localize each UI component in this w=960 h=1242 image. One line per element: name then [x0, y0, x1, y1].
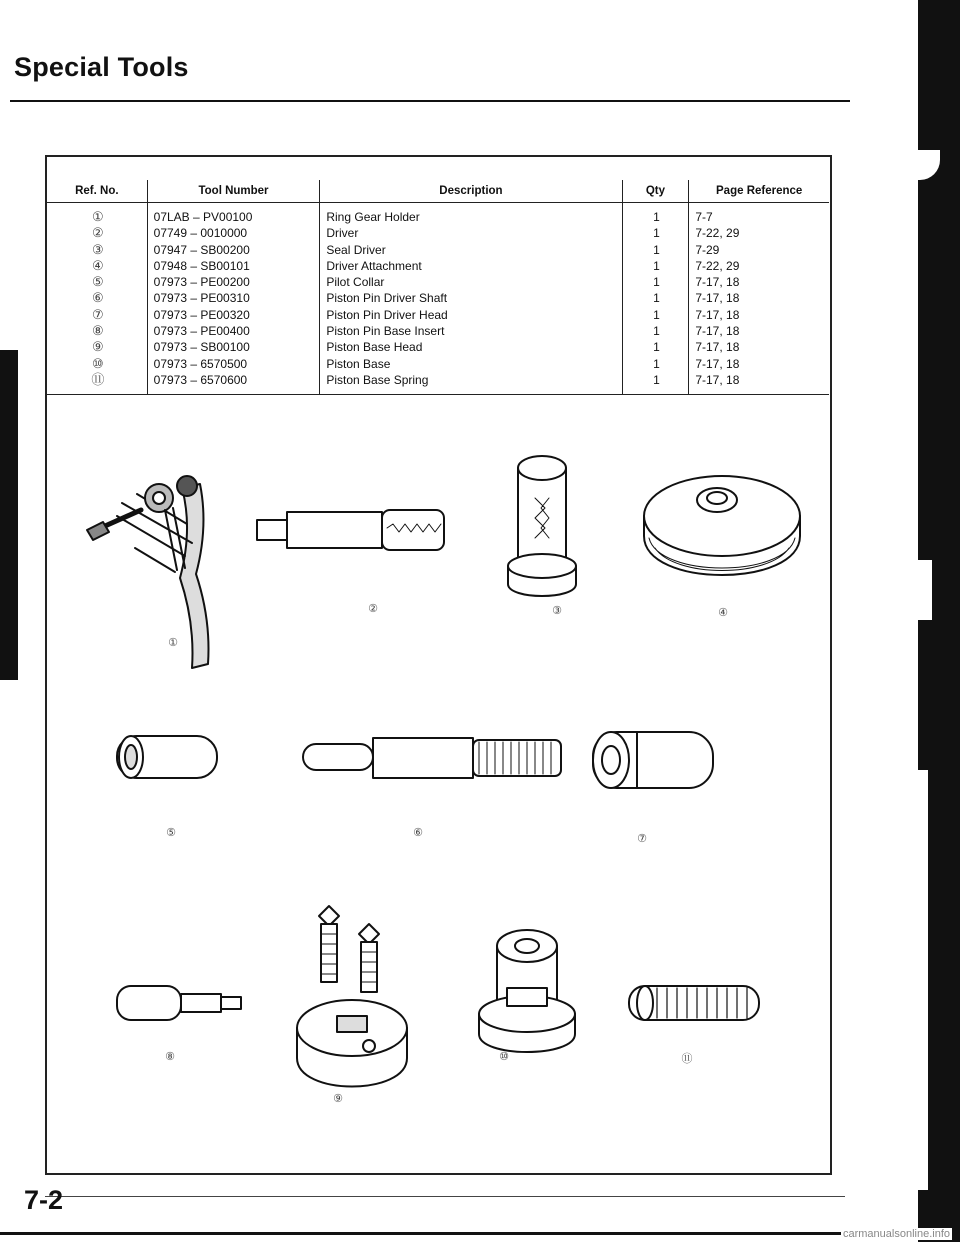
qty: 1	[653, 324, 660, 339]
tool-number: 07973 – PE00320	[153, 307, 250, 322]
tool-number: 07973 – PE00310	[153, 291, 250, 306]
ref-no: ⑦	[92, 306, 104, 322]
description: Seal Driver	[326, 242, 386, 257]
tool-number: 07749 – 0010000	[153, 226, 248, 241]
piston-base-drawing	[479, 930, 575, 1052]
page-reference: 7-29	[695, 242, 720, 257]
qty: 1	[653, 258, 660, 273]
tool-illustrations	[47, 398, 829, 1168]
frame-bottom-rule	[45, 1196, 845, 1197]
qty: 1	[653, 226, 660, 241]
page-reference: 7-17, 18	[695, 372, 740, 387]
callout-10: ⑩	[499, 1051, 509, 1063]
page-reference: 7-17, 18	[695, 324, 740, 339]
page-reference: 7-22, 29	[695, 258, 740, 273]
qty: 1	[653, 242, 660, 257]
page-reference-column	[689, 203, 829, 395]
ref-no: ④	[92, 257, 104, 273]
description: Pilot Collar	[326, 275, 385, 290]
callout-8: ⑧	[165, 1051, 175, 1063]
page-bottom-rule	[0, 1232, 960, 1235]
tool-number: 07973 – PE00200	[153, 275, 250, 290]
qty-column	[622, 203, 689, 395]
description: Piston Base	[326, 356, 391, 371]
piston-base-spring-drawing	[629, 986, 759, 1020]
callout-6: ⑥	[413, 827, 423, 839]
tool-number: 07973 – 6570500	[153, 356, 248, 371]
tool-number: 07973 – 6570600	[153, 372, 248, 387]
description: Piston Pin Driver Head	[326, 307, 448, 322]
header-ref-no: Ref. No.	[47, 180, 147, 203]
description: Piston Base Spring	[326, 372, 429, 387]
tool-number: 07973 – PE00400	[153, 324, 250, 339]
qty: 1	[653, 291, 660, 306]
page-number: 7-2	[24, 1185, 64, 1215]
callout-7: ⑦	[637, 833, 647, 845]
page-reference: 7-7	[695, 210, 713, 224]
ref-no: ⑤	[92, 274, 104, 290]
special-tools-table	[47, 180, 829, 395]
source-watermark: carmanualsonline.info	[842, 1228, 950, 1240]
page-reference: 7-17, 18	[695, 275, 740, 290]
ref-no: ⑪	[91, 371, 105, 387]
description-column	[320, 203, 622, 395]
tool-number: 07973 – SB00100	[153, 340, 250, 355]
qty: 1	[653, 340, 660, 355]
description: Piston Pin Base Insert	[326, 324, 445, 339]
title-divider	[10, 100, 850, 102]
callout-4: ④	[718, 607, 728, 619]
section-tab-marker	[0, 350, 18, 680]
callout-11: ⑪	[681, 1053, 693, 1065]
table-row	[47, 203, 829, 395]
callout-5: ⑤	[166, 827, 176, 839]
ref-no: ①	[92, 209, 104, 224]
header-qty: Qty	[622, 180, 689, 203]
table-header-row	[47, 180, 829, 203]
piston-pin-base-insert-drawing	[117, 986, 241, 1020]
callout-9: ⑨	[333, 1093, 343, 1105]
ring-gear-holder-drawing	[87, 476, 209, 668]
ref-no: ⑥	[92, 290, 104, 306]
description: Piston Base Head	[326, 340, 423, 355]
qty: 1	[653, 372, 660, 387]
ref-no: ③	[92, 241, 104, 257]
page-reference: 7-17, 18	[695, 307, 740, 322]
piston-base-head-drawing	[297, 906, 407, 1087]
header-description: Description	[320, 180, 622, 203]
pilot-collar-drawing	[117, 736, 217, 778]
qty: 1	[653, 307, 660, 322]
page-title: Special Tools	[14, 52, 189, 82]
description: Piston Pin Driver Shaft	[326, 291, 448, 306]
piston-pin-driver-shaft-drawing	[303, 738, 561, 778]
tool-number: 07948 – SB00101	[153, 258, 250, 273]
piston-pin-driver-head-drawing	[593, 732, 713, 788]
callout-2: ②	[368, 603, 378, 615]
seal-driver-drawing	[508, 456, 576, 596]
description: Driver	[326, 226, 359, 241]
tool-number-column	[147, 203, 320, 395]
header-page-reference: Page Reference	[689, 180, 829, 203]
tool-number: 07947 – SB00200	[153, 242, 250, 257]
tool-number: 07LAB – PV00100	[153, 210, 253, 224]
ref-no: ⑨	[92, 339, 104, 355]
page-reference: 7-17, 18	[695, 356, 740, 371]
binding-edge-bar	[918, 0, 960, 1242]
ref-no: ⑧	[92, 323, 104, 339]
description: Driver Attachment	[326, 258, 422, 273]
ref-no-column	[47, 203, 147, 395]
page-reference: 7-17, 18	[695, 340, 740, 355]
callout-1: ①	[168, 637, 178, 649]
qty: 1	[653, 275, 660, 290]
page-reference: 7-17, 18	[695, 291, 740, 306]
ref-no: ⑩	[92, 355, 104, 371]
qty: 1	[653, 210, 660, 224]
ref-no: ②	[92, 225, 104, 241]
driver-drawing	[257, 510, 444, 550]
driver-attachment-drawing	[644, 476, 800, 575]
header-tool-number: Tool Number	[147, 180, 320, 203]
qty: 1	[653, 356, 660, 371]
description: Ring Gear Holder	[326, 210, 420, 224]
page-reference: 7-22, 29	[695, 226, 740, 241]
callout-3: ③	[552, 605, 562, 617]
